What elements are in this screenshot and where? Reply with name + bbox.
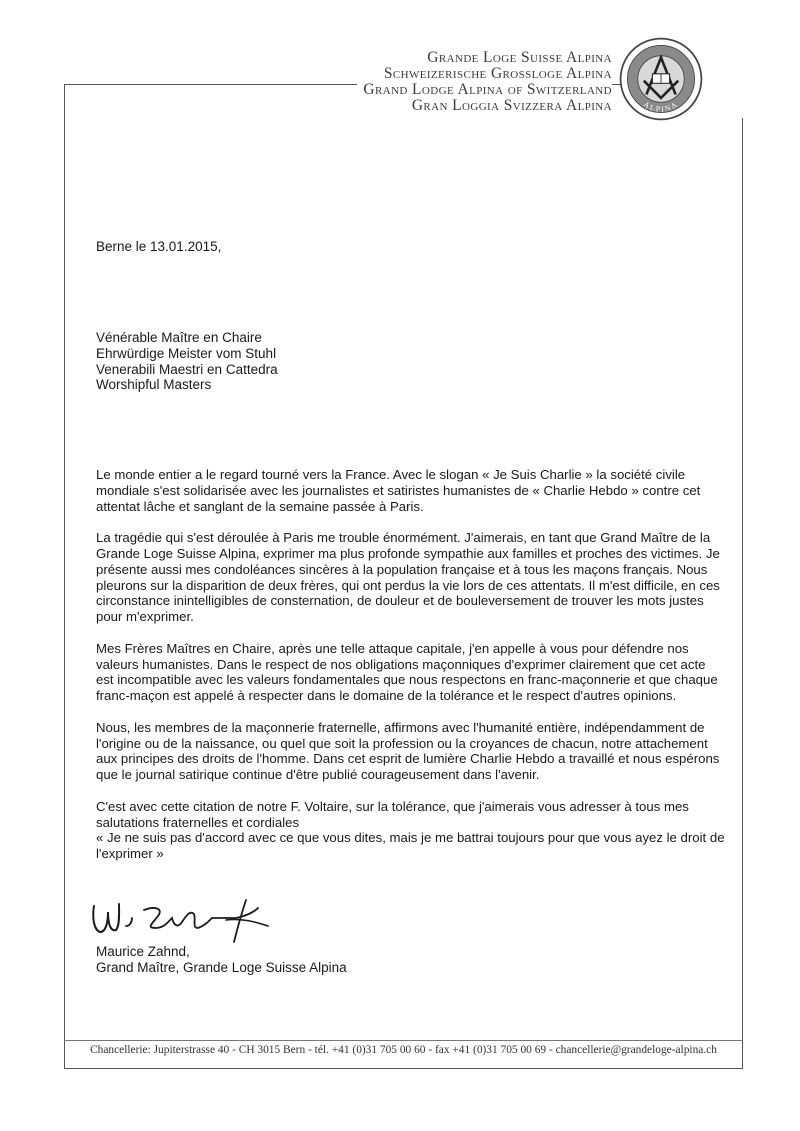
- footer-divider: [64, 1040, 743, 1041]
- salutation-french: Vénérable Maître en Chaire: [96, 330, 262, 345]
- signer-block: [96, 944, 347, 976]
- letterhead-line-french: Grande Loge Suisse Alpina: [427, 49, 612, 66]
- salutation-italian: Venerabili Maestri en Cattedra: [96, 361, 278, 377]
- closing-block: [96, 799, 726, 862]
- seal-text: ALPINA: [641, 99, 681, 114]
- handwritten-signature: [86, 896, 276, 946]
- letterhead-line-german: Schweizerische Grossloge Alpina: [383, 65, 612, 82]
- salutation-english: Worshipful Masters: [96, 377, 212, 393]
- closing-intro: C'est avec cette citation de notre F. Voltaire, sur la tolérance, que j'aimerais vous adresser à tous mes salutations fraternelles et cordiales: [96, 798, 689, 830]
- paragraph-1: Le monde entier a le regard tourné vers la France. Avec le slogan « Je Suis Charlie » la société civile mondiale s'est solidarisée avec les journalistes et satiristes humanistes de « Charlie Hebdo » contre cet attentat lâche et sanglant de la semaine passée à Paris.: [96, 467, 701, 514]
- frame-right-rule: [742, 118, 743, 1069]
- signer-name: Maurice Zahnd,: [96, 944, 190, 959]
- letterhead-line-english: Grand Lodge Alpina of Switzerland: [363, 81, 612, 98]
- salutation-block: [96, 330, 278, 393]
- paragraph-3: Mes Frères Maîtres en Chaire, après une telle attaque capitale, j'en appelle à vous pour défendre nos valeurs humanistes. Dans le respect de nos obligations maçonniques d'exprimer clairement que cet acte est incompatible avec les valeurs fondamentales que nous respectons en franc-maçonnerie et que chaque franc-maçon est appelé à respecter dans le domaine de la tolérance et le respect d'autres opinions.: [96, 640, 718, 704]
- letter-date: Berne le 13.01.2015,: [96, 239, 222, 254]
- frame-bottom-rule: [64, 1068, 743, 1069]
- letter-body: [96, 467, 726, 862]
- paragraph-2: La tragédie qui s'est déroulée à Paris me trouble énormément. J'aimerais, en tant que Grand Maître de la Grande Loge Suisse Alpina, exprimer ma plus profonde sympathie aux familles et proches des victimes. Je présente aussi mes condoléances sincères à la population française et à tous les maçons français. Nous pleurons sur la disparition de deux frères, qui ont perdus la vie lors de ces attentats. Il m'est difficile, en ces circonstance inintelligibles de consternation, de douleur et de bouleversement de trouver les mots justes pour m'exprimer.: [96, 530, 720, 625]
- footer-address: Chancellerie: Jupiterstrasse 40 - CH 3015 Bern - tél. +41 (0)31 705 00 60 - fax +41 (0)31 705 00 69 - chancellerie@grandeloge-alpina.ch: [90, 1044, 717, 1056]
- voltaire-quote: « Je ne suis pas d'accord avec ce que vous dites, mais je me battrai toujours pour que vous ayez le droit de l'exprimer »: [96, 830, 725, 862]
- lodge-seal-icon: [618, 36, 704, 122]
- letterhead-line-italian: Gran Loggia Svizzera Alpina: [411, 97, 612, 114]
- letterhead: [357, 50, 612, 114]
- paragraph-4: Nous, les membres de la maçonnerie fraternelle, affirmons avec l'humanité entière, indépendamment de l'origine ou de la naissance, ou quel que soit la profession ou la croyances de chacun, notre attachement aux principes des droits de l'homme. Dans cet esprit de lumière Charlie Hebdo a travaillé et nous espérons que le journal satirique continue d'être publié courageusement dans l'avenir.: [96, 719, 720, 783]
- frame-left-rule: [64, 84, 65, 1069]
- salutation-german: Ehrwürdige Meister vom Stuhl: [96, 345, 277, 361]
- signer-title: Grand Maître, Grande Loge Suisse Alpina: [96, 959, 347, 975]
